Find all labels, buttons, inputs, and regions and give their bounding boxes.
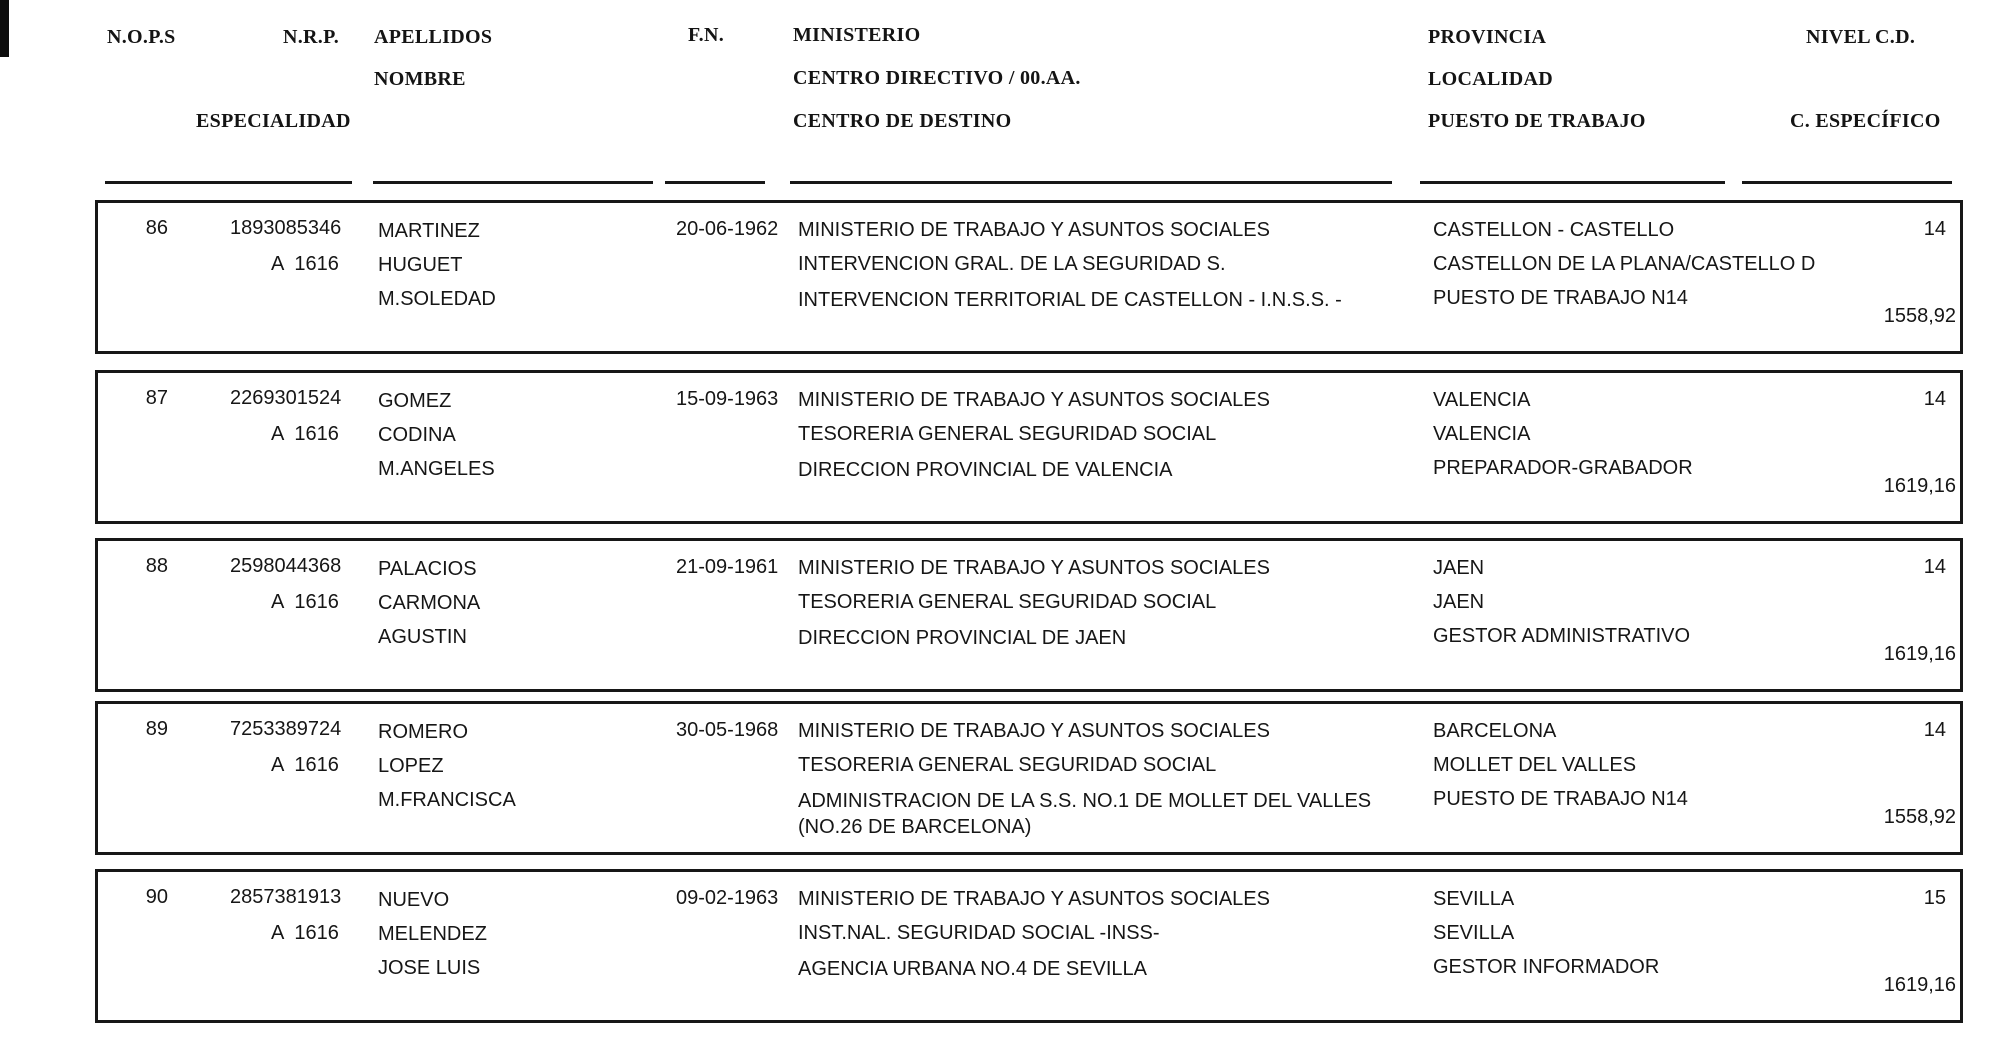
header-label-puesto-trabajo: PUESTO DE TRABAJO xyxy=(1428,110,1646,132)
nrp-value: 2269301524 xyxy=(230,387,342,409)
header-label-especialidad: ESPECIALIDAD xyxy=(196,110,351,132)
especialidad-value: A 1616 xyxy=(271,591,339,613)
nivel-cd-value: 15 xyxy=(1923,887,1946,909)
apellido1-value: MARTINEZ xyxy=(378,220,480,242)
header-label-nivel-cd: NIVEL C.D. xyxy=(1806,26,1916,48)
record-row xyxy=(95,370,1963,524)
provincia-value: CASTELLON - CASTELLO xyxy=(1433,219,1675,241)
ministerio-value: MINISTERIO DE TRABAJO Y ASUNTOS SOCIALES xyxy=(798,720,1270,742)
nivel-cd-value: 14 xyxy=(1923,388,1946,410)
apellido1-value: NUEVO xyxy=(378,889,450,911)
apellido1-value: PALACIOS xyxy=(378,558,477,580)
nrp-value: 2598044368 xyxy=(230,555,342,577)
header-underline xyxy=(373,181,653,184)
ministerio-value: MINISTERIO DE TRABAJO Y ASUNTOS SOCIALES xyxy=(798,389,1270,411)
centro-directivo-value: TESORERIA GENERAL SEGURIDAD SOCIAL xyxy=(798,423,1217,445)
header-label-c-especifico: C. ESPECÍFICO xyxy=(1790,110,1941,132)
especialidad-value: A 1616 xyxy=(271,754,339,776)
nombre-value: JOSE LUIS xyxy=(378,957,481,979)
c-especifico-value: 1619,16 xyxy=(1883,643,1956,665)
provincia-value: BARCELONA xyxy=(1433,720,1557,742)
header-label-apellidos: APELLIDOS xyxy=(374,26,493,48)
especialidad-value: A 1616 xyxy=(271,922,339,944)
centro-destino-value: INTERVENCION TERRITORIAL DE CASTELLON - I.N.S.S. - xyxy=(798,289,1342,311)
nombre-value: M.SOLEDAD xyxy=(378,288,496,310)
nops-value: 87 xyxy=(145,387,168,409)
provincia-value: VALENCIA xyxy=(1433,389,1531,411)
nrp-value: 7253389724 xyxy=(230,718,342,740)
header-underline xyxy=(790,181,1392,184)
nivel-cd-value: 14 xyxy=(1923,719,1946,741)
especialidad-value: A 1616 xyxy=(271,423,339,445)
nombre-value: AGUSTIN xyxy=(378,626,467,648)
fecha-nacimiento-value: 09-02-1963 xyxy=(676,887,779,909)
nivel-cd-value: 14 xyxy=(1923,218,1946,240)
provincia-value: JAEN xyxy=(1433,557,1485,579)
provincia-value: SEVILLA xyxy=(1433,888,1515,910)
header-underline xyxy=(665,181,765,184)
apellido1-value: GOMEZ xyxy=(378,390,452,412)
header-label-centro-destino: CENTRO DE DESTINO xyxy=(793,110,1012,132)
nops-value: 86 xyxy=(145,217,168,239)
header-label-centro-directivo: CENTRO DIRECTIVO / 00.AA. xyxy=(793,67,1081,89)
record-row xyxy=(95,538,1963,692)
puesto-trabajo-value: GESTOR ADMINISTRATIVO xyxy=(1433,625,1691,647)
nops-value: 88 xyxy=(145,555,168,577)
apellido2-value: CODINA xyxy=(378,424,456,446)
header-label-nrp: N.R.P. xyxy=(283,26,340,48)
fecha-nacimiento-value: 21-09-1961 xyxy=(676,556,779,578)
record-row xyxy=(95,701,1963,855)
puesto-trabajo-value: PUESTO DE TRABAJO N14 xyxy=(1433,788,1688,810)
header-label-ministerio: MINISTERIO xyxy=(793,24,921,46)
header-underline xyxy=(1420,181,1725,184)
c-especifico-value: 1558,92 xyxy=(1883,806,1956,828)
record-row xyxy=(95,869,1963,1023)
header-underline xyxy=(1742,181,1952,184)
apellido2-value: LOPEZ xyxy=(378,755,444,777)
centro-destino-value: ADMINISTRACION DE LA S.S. NO.1 DE MOLLET DEL VALLES (NO.26 DE BARCELONA) xyxy=(798,790,1372,838)
apellido2-value: MELENDEZ xyxy=(378,923,487,945)
localidad-value: MOLLET DEL VALLES xyxy=(1433,754,1637,776)
puesto-trabajo-value: GESTOR INFORMADOR xyxy=(1433,956,1660,978)
c-especifico-value: 1558,92 xyxy=(1883,305,1956,327)
apellido2-value: CARMONA xyxy=(378,592,481,614)
nrp-value: 1893085346 xyxy=(230,217,342,239)
localidad-value: VALENCIA xyxy=(1433,423,1531,445)
ministerio-value: MINISTERIO DE TRABAJO Y ASUNTOS SOCIALES xyxy=(798,219,1270,241)
centro-directivo-value: INTERVENCION GRAL. DE LA SEGURIDAD S. xyxy=(798,253,1226,275)
nombre-value: M.ANGELES xyxy=(378,458,495,480)
centro-directivo-value: TESORERIA GENERAL SEGURIDAD SOCIAL xyxy=(798,591,1217,613)
nombre-value: M.FRANCISCA xyxy=(378,789,516,811)
centro-directivo-value: TESORERIA GENERAL SEGURIDAD SOCIAL xyxy=(798,754,1217,776)
ministerio-value: MINISTERIO DE TRABAJO Y ASUNTOS SOCIALES xyxy=(798,557,1270,579)
header-label-fn: F.N. xyxy=(688,24,725,46)
ministerio-value: MINISTERIO DE TRABAJO Y ASUNTOS SOCIALES xyxy=(798,888,1270,910)
puesto-trabajo-value: PREPARADOR-GRABADOR xyxy=(1433,457,1693,479)
header-label-provincia: PROVINCIA xyxy=(1428,26,1547,48)
centro-destino-value: DIRECCION PROVINCIAL DE VALENCIA xyxy=(798,459,1173,481)
centro-directivo-value: INST.NAL. SEGURIDAD SOCIAL -INSS- xyxy=(798,922,1160,944)
nops-value: 90 xyxy=(145,886,168,908)
nivel-cd-value: 14 xyxy=(1923,556,1946,578)
header-label-nombre: NOMBRE xyxy=(374,68,466,90)
localidad-value: CASTELLON DE LA PLANA/CASTELLO D xyxy=(1433,253,1816,275)
c-especifico-value: 1619,16 xyxy=(1883,974,1956,996)
apellido2-value: HUGUET xyxy=(378,254,463,276)
centro-destino-value: DIRECCION PROVINCIAL DE JAEN xyxy=(798,627,1127,649)
scan-artifact-mark xyxy=(0,0,9,57)
especialidad-value: A 1616 xyxy=(271,253,339,275)
nrp-value: 2857381913 xyxy=(230,886,342,908)
header-underline xyxy=(105,181,352,184)
fecha-nacimiento-value: 15-09-1963 xyxy=(676,388,779,410)
fecha-nacimiento-value: 30-05-1968 xyxy=(676,719,779,741)
c-especifico-value: 1619,16 xyxy=(1883,475,1956,497)
fecha-nacimiento-value: 20-06-1962 xyxy=(676,218,779,240)
nops-value: 89 xyxy=(145,718,168,740)
header-label-nops: N.O.P.S xyxy=(107,26,176,48)
localidad-value: SEVILLA xyxy=(1433,922,1515,944)
localidad-value: JAEN xyxy=(1433,591,1485,613)
record-row xyxy=(95,200,1963,354)
apellido1-value: ROMERO xyxy=(378,721,468,743)
puesto-trabajo-value: PUESTO DE TRABAJO N14 xyxy=(1433,287,1688,309)
header-label-localidad: LOCALIDAD xyxy=(1428,68,1553,90)
centro-destino-value: AGENCIA URBANA NO.4 DE SEVILLA xyxy=(798,958,1148,980)
